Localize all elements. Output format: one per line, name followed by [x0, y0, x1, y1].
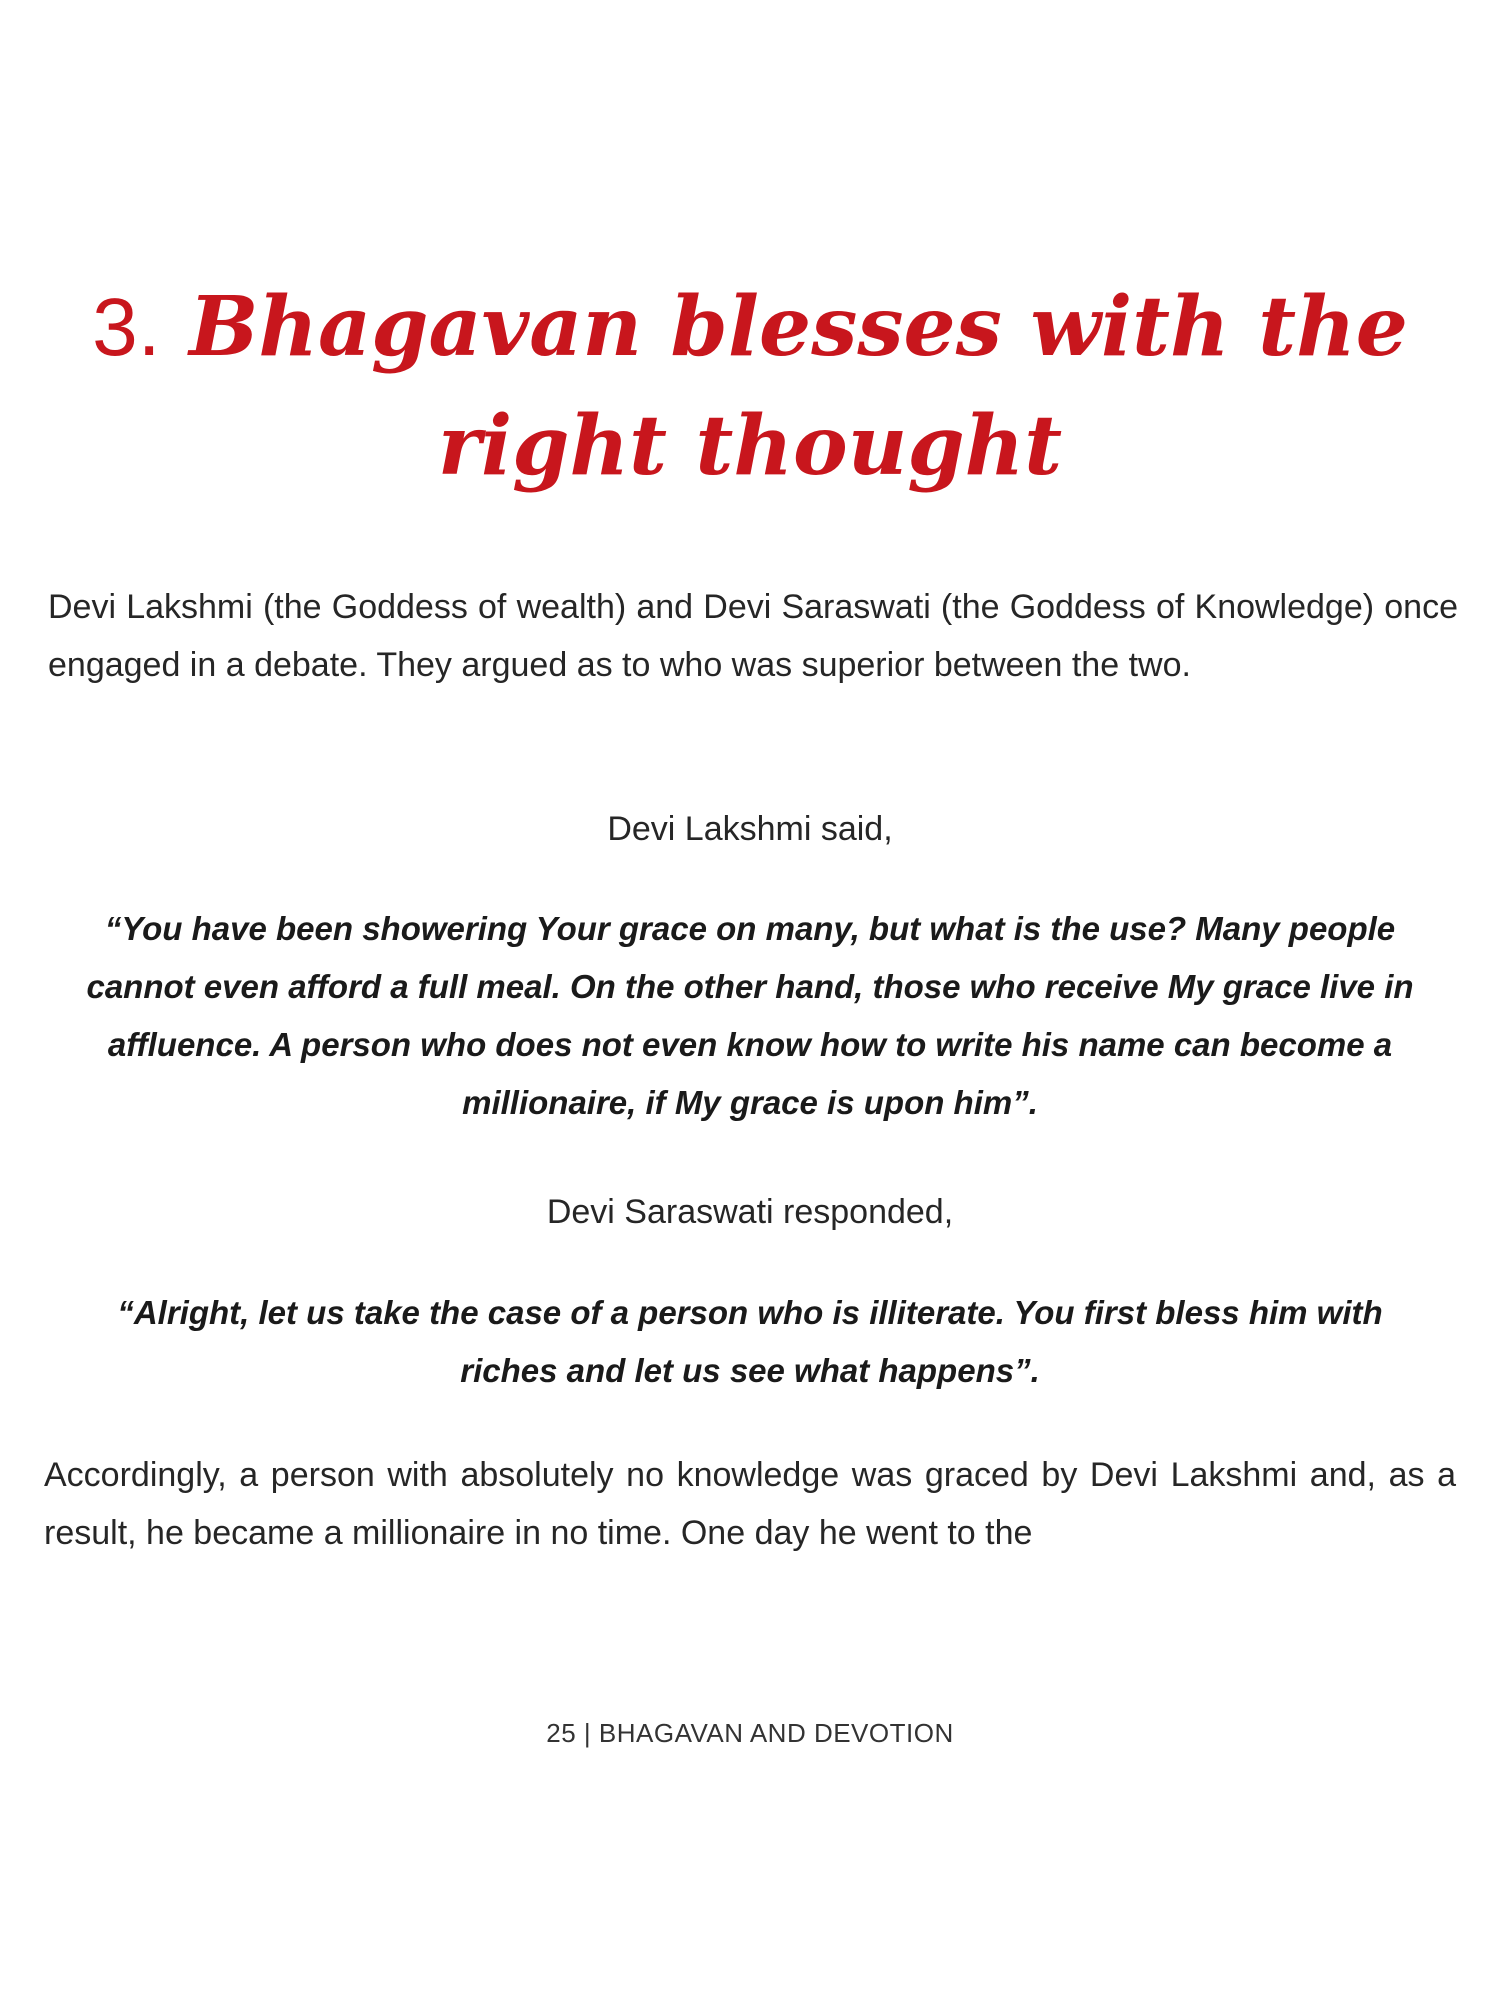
chapter-title: [0, 268, 1500, 505]
continuation-paragraph: Accordingly, a person with absolutely no knowledge was graced by Devi Lakshmi and, as a result, he became a millionaire in no time. One day he went to the: [44, 1456, 1456, 1552]
lakshmi-said-line: Devi Lakshmi said,: [607, 810, 893, 848]
intro-paragraph: Devi Lakshmi (the Goddess of wealth) and Devi Saraswati (the Goddess of Knowledge) once engaged in a debate. They argued as to who was superior between the two.: [48, 588, 1458, 684]
chapter-title-line-2: right thought: [437, 398, 1063, 494]
page-number: 25: [546, 1718, 577, 1748]
page-footer: [0, 1718, 1500, 1749]
chapter-number: 3.: [92, 282, 161, 373]
book-title: BHAGAVAN AND DEVOTION: [598, 1718, 954, 1748]
footer-separator: |: [583, 1718, 592, 1748]
saraswati-quote: “Alright, let us take the case of a person who is illiterate. You first bless him with riches and let us see what happens”.: [117, 1294, 1383, 1389]
lakshmi-quote: “You have been showering Your grace on many, but what is the use? Many people cannot even afford a full meal. On the other hand, those who receive My grace live in affluence. A person who does not even know how to write his name can become a millionaire, if My grace is upon him”.: [86, 910, 1414, 1121]
saraswati-responded-line: Devi Saraswati responded,: [546, 1193, 954, 1231]
chapter-title-line-1: Bhagavan blesses with the: [189, 279, 1408, 375]
